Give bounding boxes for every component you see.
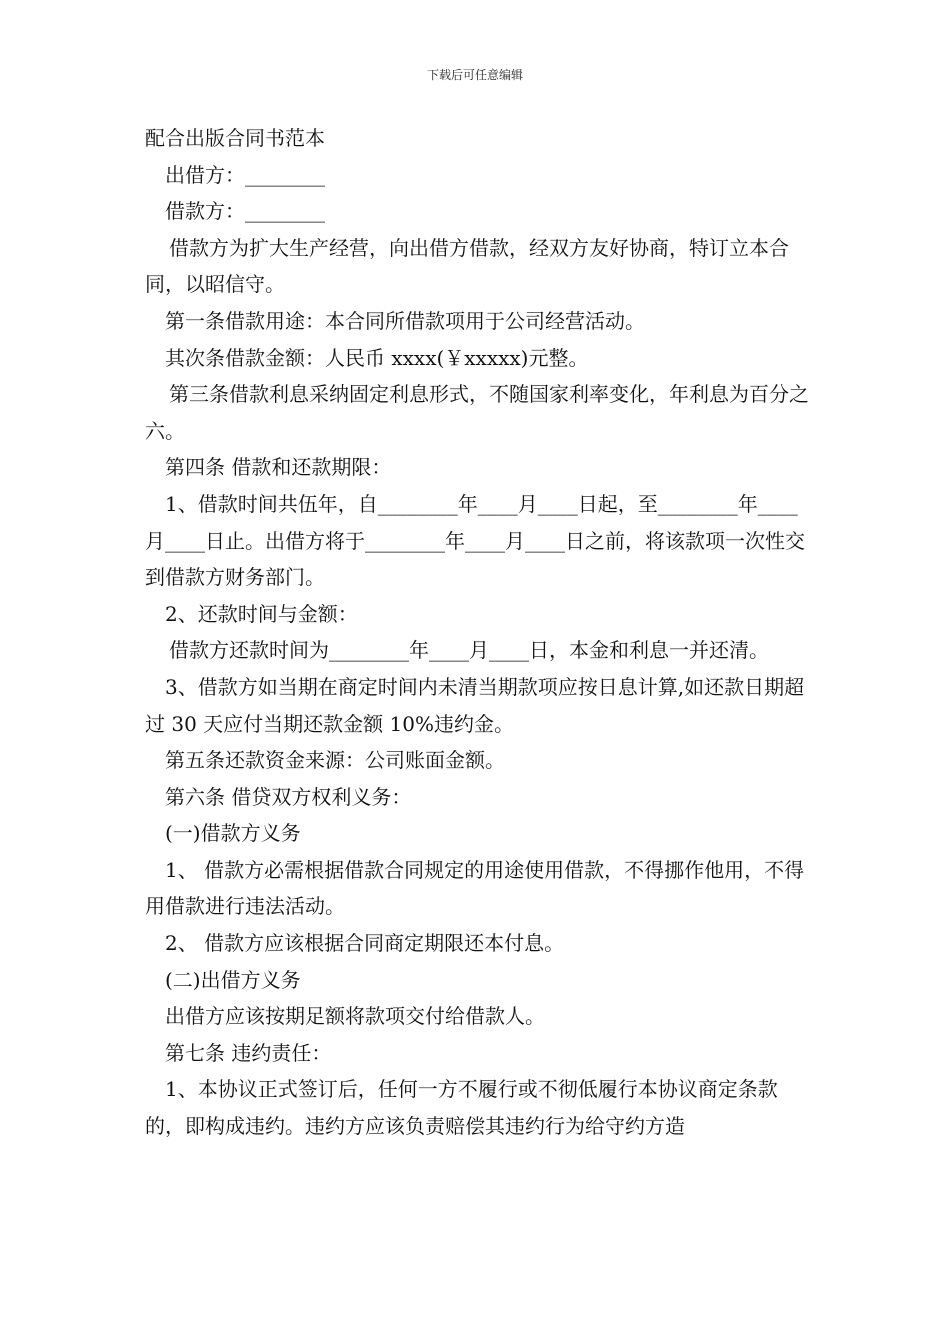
document-title: 配合出版合同书范本 bbox=[145, 126, 325, 150]
article-1: 第一条借款用途：本合同所借款项用于公司经营活动。 bbox=[165, 308, 645, 333]
repayment-time-paragraph: 借款方还款时间为________年____月____日，本金和利息一并还清。 bbox=[169, 638, 769, 663]
lender-obligation-1: 出借方应该按期足额将款项交付给借款人。 bbox=[165, 1004, 545, 1029]
lender-obligations-heading: (二)出借方义务 bbox=[165, 967, 301, 992]
article-6-heading: 第六条 借贷双方权利义务： bbox=[165, 784, 412, 809]
article-2: 其次条借款金额：人民币 xxxx(￥xxxxx)元整。 bbox=[165, 345, 589, 370]
page-header: 下载后可任意编辑 bbox=[426, 68, 523, 82]
article-4-item-1: 1、借款时间共伍年，自________年____月____日起，至________年____月____日止。出借方将于________年____月____日之前，将该款项一次性交到借款方财务部门。 bbox=[145, 491, 805, 590]
article-3: 第三条借款利息采纳固定利息形式，不随国家利率变化，年利息为百分之六。 bbox=[145, 382, 809, 443]
preamble-paragraph: 借款方为扩大生产经营，向出借方借款，经双方友好协商，特订立本合同，以昭信守。 bbox=[145, 235, 789, 297]
document-body bbox=[145, 120, 815, 1145]
borrower-line: 借款方：________ bbox=[165, 199, 325, 224]
article-4-item-2: 2、还款时间与金额： bbox=[165, 601, 358, 626]
borrower-obligation-1: 1、 借款方必需根据借款合同规定的用途使用借款，不得挪作他用，不得用借款进行违法活动。 bbox=[145, 857, 805, 919]
article-7-heading: 第七条 违约责任： bbox=[165, 1040, 332, 1065]
borrower-obligation-2: 2、 借款方应该根据合同商定期限还本付息。 bbox=[165, 931, 565, 956]
article-4-item-3: 3、借款方如当期在商定时间内未清当期款项应按日息计算,如还款日期超过 30 天应付当期还款金额 10%违约金。 bbox=[145, 674, 805, 736]
article-5: 第五条还款资金来源：公司账面金额。 bbox=[165, 748, 505, 773]
article-4-heading: 第四条 借款和还款期限： bbox=[165, 455, 392, 480]
lender-line: 出借方：________ bbox=[165, 162, 325, 187]
article-7-item-1: 1、本协议正式签订后，任何一方不履行或不彻低履行本协议商定条款的，即构成违约。违约方应该负责赔偿其违约行为给守约方造 bbox=[145, 1077, 778, 1139]
borrower-obligations-heading: (一)借款方义务 bbox=[165, 821, 301, 846]
